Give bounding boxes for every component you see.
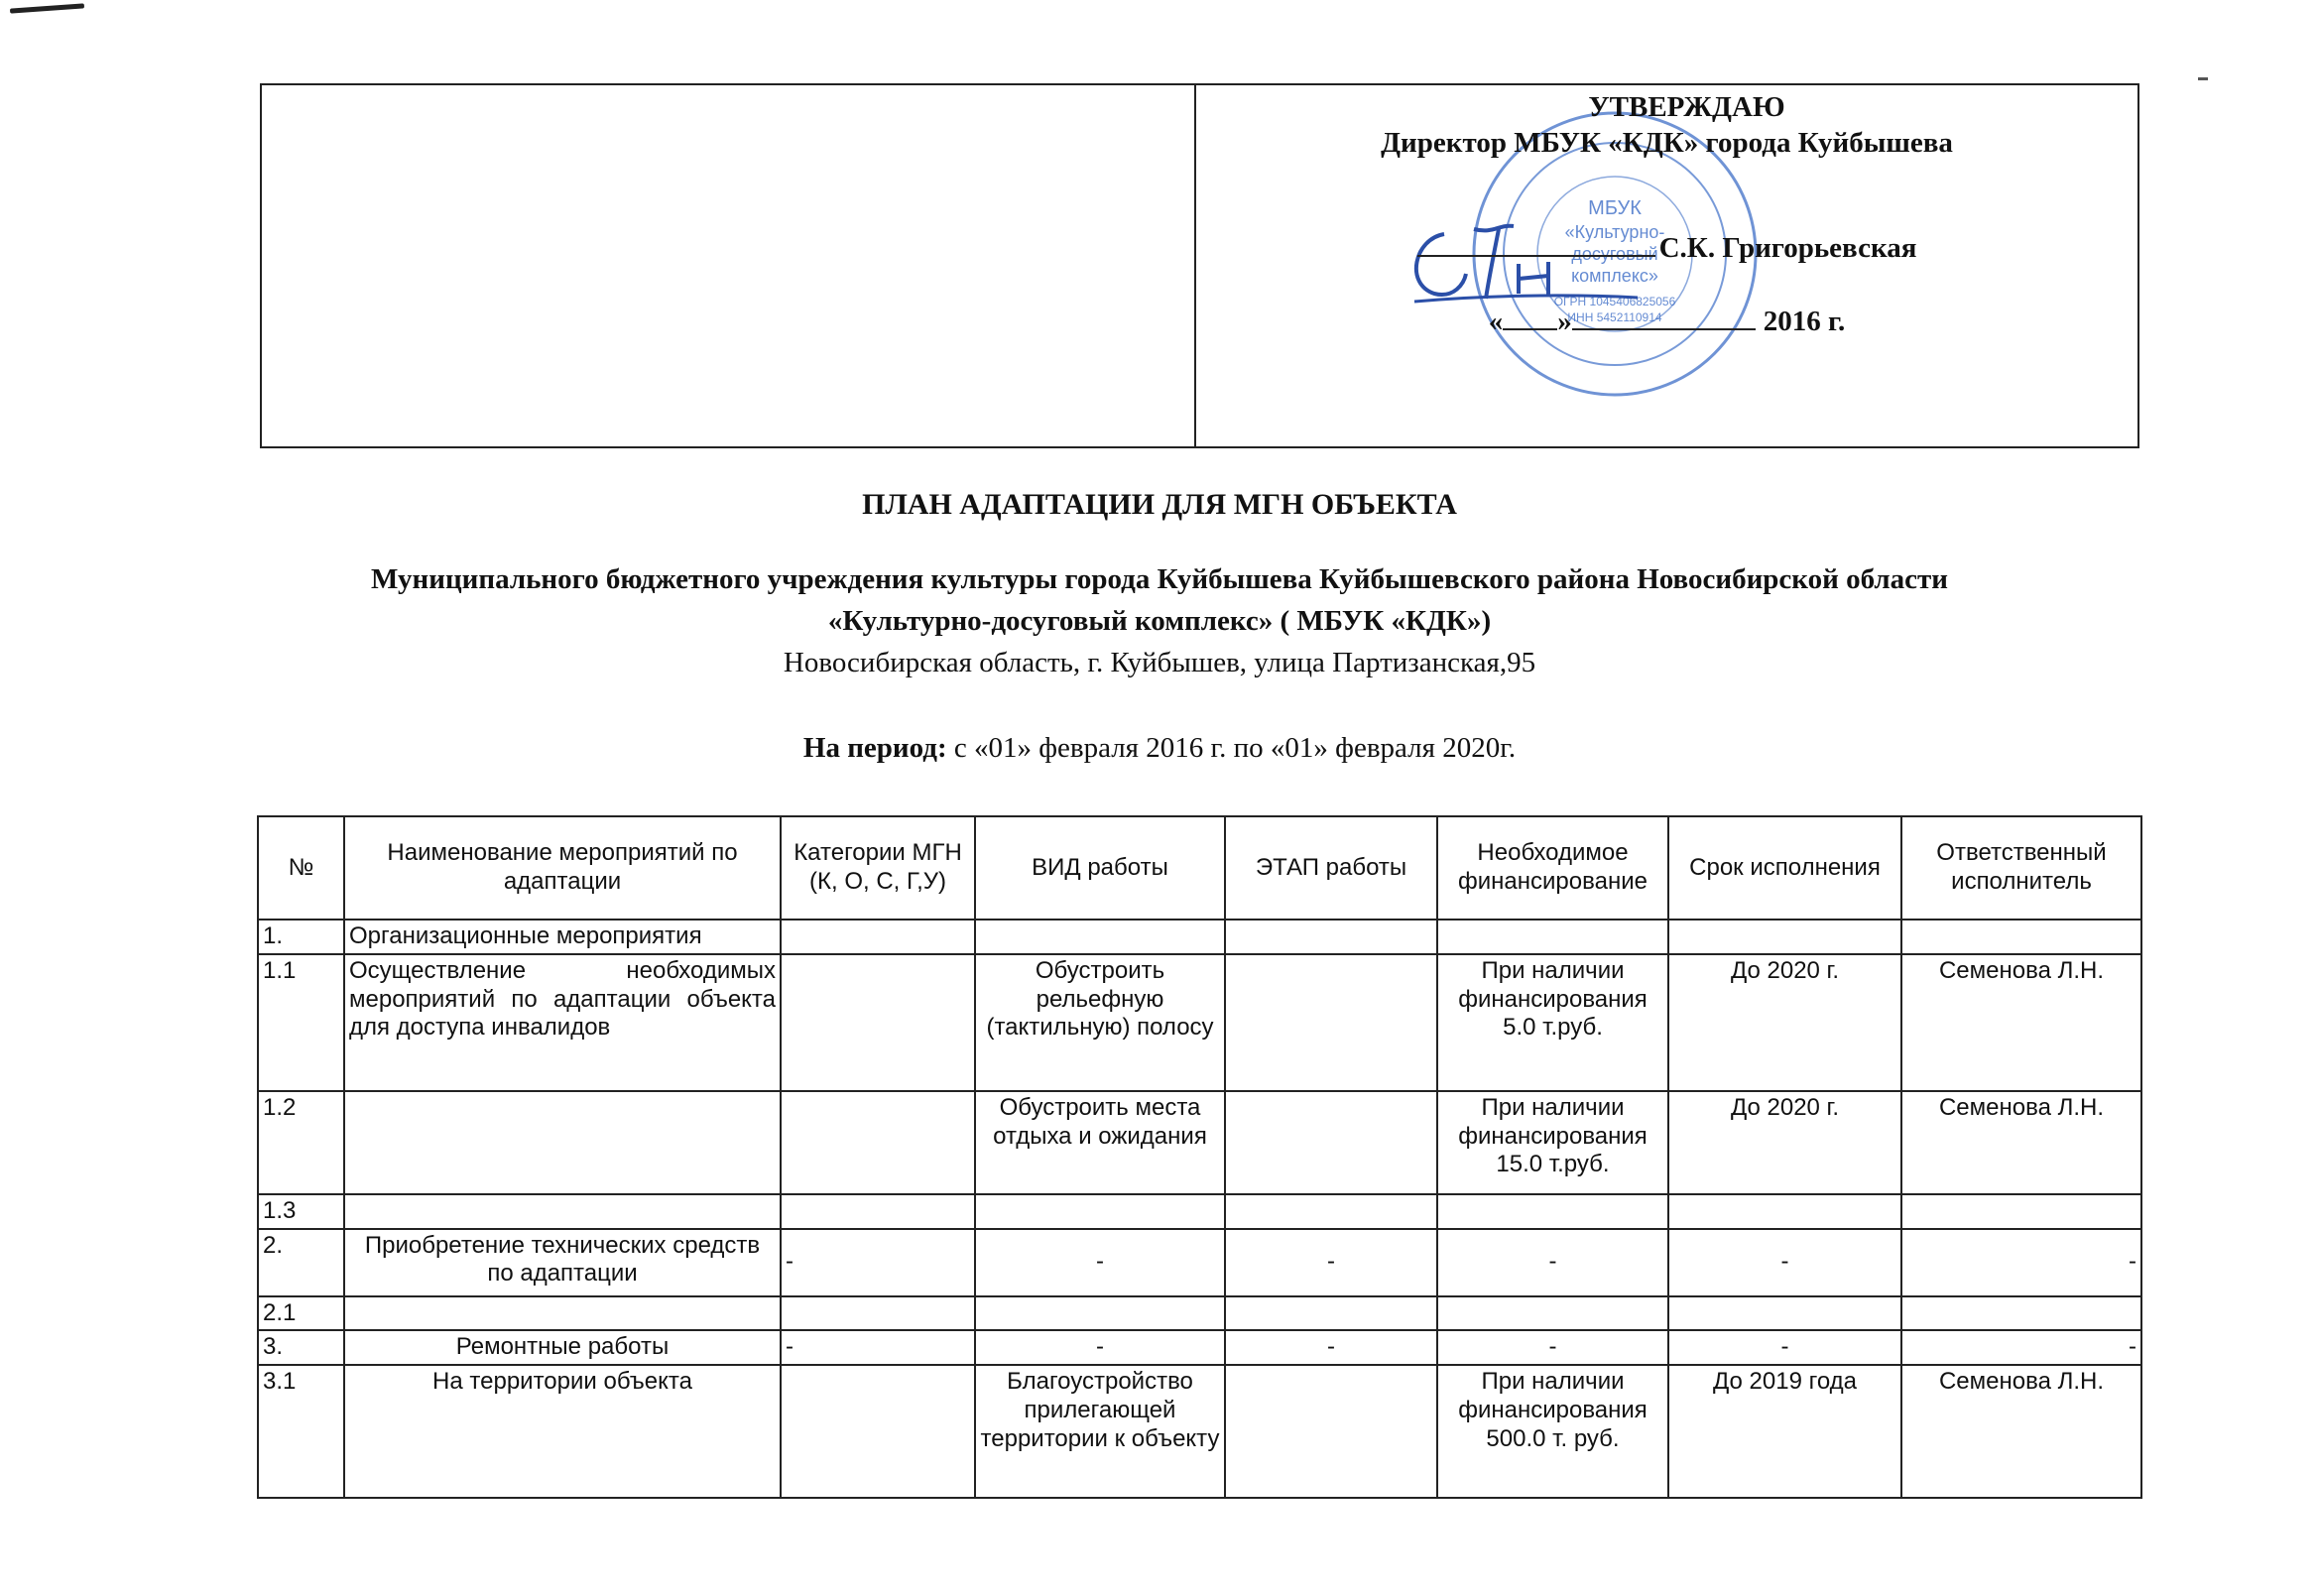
header-deadline: Срок исполнения (1668, 816, 1901, 920)
row-financing: При наличии финансирования 5.0 т.руб. (1437, 954, 1668, 1091)
row-category (781, 1296, 975, 1331)
row-deadline (1668, 920, 1901, 954)
corner-scan-dot (2198, 77, 2208, 80)
row-num: 1. (258, 920, 344, 954)
approval-date (1196, 306, 2137, 338)
row-name: Осуществление необходимых мероприятий по адаптации объекта для доступа инвалидов (344, 954, 781, 1091)
row-financing (1437, 1194, 1668, 1229)
row-work-type: Благоустройство прилегающей территории к объекту (975, 1365, 1225, 1498)
row-responsible (1901, 920, 2141, 954)
header-responsible: Ответственный исполнитель (1901, 816, 2141, 920)
row-deadline (1668, 1296, 1901, 1331)
row-responsible: - (1901, 1330, 2141, 1365)
row-stage (1225, 1091, 1437, 1194)
row-name: Организационные мероприятия (344, 920, 781, 954)
row-work-type: Обустроить рельефную (тактильную) полосу (975, 954, 1225, 1091)
signer-name: С.К. Григорьевская (1658, 232, 1917, 264)
header-financing: Необходимое финансирование (1437, 816, 1668, 920)
row-work-type (975, 920, 1225, 954)
row-deadline: До 2020 г. (1668, 1091, 1901, 1194)
date-year: 2016 г. (1763, 306, 1846, 337)
row-work-type (975, 1194, 1225, 1229)
stamp-line-4: комплекс» (1571, 266, 1658, 286)
stamp-line-5: ОГРН 1045406825056 (1553, 295, 1676, 308)
organization-address: Новосибирская область, г. Куйбышев, улица Партизанская,95 (783, 647, 1536, 678)
approval-title: УТВЕРЖДАЮ (1588, 91, 1785, 123)
row-financing: - (1437, 1229, 1668, 1296)
stamp-line-2: «Культурно- (1564, 222, 1665, 242)
row-deadline (1668, 1194, 1901, 1229)
approval-right-cell (1196, 85, 2137, 446)
document-title: ПЛАН АДАПТАЦИИ ДЛЯ МГН ОБЪЕКТА (862, 488, 1457, 521)
row-category: - (781, 1330, 975, 1365)
header-stage: ЭТАП работы (1225, 816, 1437, 920)
row-name (344, 1194, 781, 1229)
header-category: Категории МГН (К, О, С, Г,У) (781, 816, 975, 920)
row-category: - (781, 1229, 975, 1296)
row-financing: При наличии финансирования 15.0 т.руб. (1437, 1091, 1668, 1194)
date-month-blank (1572, 310, 1756, 330)
adaptation-plan-table (257, 815, 2142, 1499)
row-stage (1225, 1365, 1437, 1498)
row-stage (1225, 954, 1437, 1091)
signature-line (1196, 232, 2137, 265)
row-financing: - (1437, 1330, 1668, 1365)
row-responsible: Семенова Л.Н. (1901, 954, 2141, 1091)
period-value: с «01» февраля 2016 г. по «01» февраля 2020г. (946, 732, 1517, 764)
table-row (258, 1296, 2141, 1331)
approval-role: Директор МБУК «КДК» города Куйбышева (1381, 127, 1953, 159)
row-work-type: Обустроить места отдыха и ожидания (975, 1091, 1225, 1194)
stamp-line-3: досуговый (1571, 244, 1658, 264)
row-responsible: - (1901, 1229, 2141, 1296)
row-financing (1437, 1296, 1668, 1331)
stamp-line-6: ИНН 5452110914 (1567, 310, 1662, 324)
row-category (781, 1365, 975, 1498)
row-name: Ремонтные работы (344, 1330, 781, 1365)
row-responsible (1901, 1296, 2141, 1331)
organization-name-line-2: «Культурно-досуговый комплекс» ( МБУК «КДК») (827, 605, 1492, 637)
table-row (258, 920, 2141, 954)
row-responsible: Семенова Л.Н. (1901, 1365, 2141, 1498)
row-work-type: - (975, 1229, 1225, 1296)
table-row (258, 1194, 2141, 1229)
header-name: Наименование мероприятий по адаптации (344, 816, 781, 920)
row-category (781, 920, 975, 954)
row-name (344, 1091, 781, 1194)
row-num: 2.1 (258, 1296, 344, 1331)
row-num: 3. (258, 1330, 344, 1365)
organization-name-line-1: Муниципального бюджетного учреждения культуры города Куйбышева Куйбышевского района Новосибирской области (371, 563, 1948, 595)
row-work-type: - (975, 1330, 1225, 1365)
row-stage: - (1225, 1229, 1437, 1296)
row-stage (1225, 920, 1437, 954)
row-deadline: - (1668, 1229, 1901, 1296)
header-num: № (258, 816, 344, 920)
row-num: 1.3 (258, 1194, 344, 1229)
row-stage: - (1225, 1330, 1437, 1365)
row-responsible (1901, 1194, 2141, 1229)
stamp-line-1: МБУК (1588, 197, 1642, 219)
date-day-blank (1503, 310, 1557, 330)
header-work-type: ВИД работы (975, 816, 1225, 920)
row-num: 2. (258, 1229, 344, 1296)
plan-period (0, 732, 2319, 765)
row-category (781, 1194, 975, 1229)
row-num: 3.1 (258, 1365, 344, 1498)
row-category (781, 1091, 975, 1194)
row-name: На территории объекта (344, 1365, 781, 1498)
row-num: 1.1 (258, 954, 344, 1091)
period-label: На период: (802, 732, 947, 764)
row-stage (1225, 1296, 1437, 1331)
date-open-quote: « (1488, 306, 1504, 337)
table-row (258, 954, 2141, 1091)
row-financing (1437, 920, 1668, 954)
row-category (781, 954, 975, 1091)
date-close-quote: » (1557, 306, 1572, 337)
row-deadline: До 2020 г. (1668, 954, 1901, 1091)
approval-left-cell (262, 85, 1196, 446)
row-work-type (975, 1296, 1225, 1331)
corner-scan-mark (10, 3, 84, 13)
table-row (258, 1365, 2141, 1498)
row-name: Приобретение технических средств по адаптации (344, 1229, 781, 1296)
row-financing: При наличии финансирования 500.0 т. руб. (1437, 1365, 1668, 1498)
table-header-row (258, 816, 2141, 920)
table-row (258, 1330, 2141, 1365)
row-stage (1225, 1194, 1437, 1229)
row-num: 1.2 (258, 1091, 344, 1194)
table-row (258, 1229, 2141, 1296)
row-deadline: До 2019 года (1668, 1365, 1901, 1498)
row-deadline: - (1668, 1330, 1901, 1365)
row-responsible: Семенова Л.Н. (1901, 1091, 2141, 1194)
signature-blank (1417, 235, 1655, 257)
row-name (344, 1296, 781, 1331)
table-row (258, 1091, 2141, 1194)
approval-block (260, 83, 2139, 448)
